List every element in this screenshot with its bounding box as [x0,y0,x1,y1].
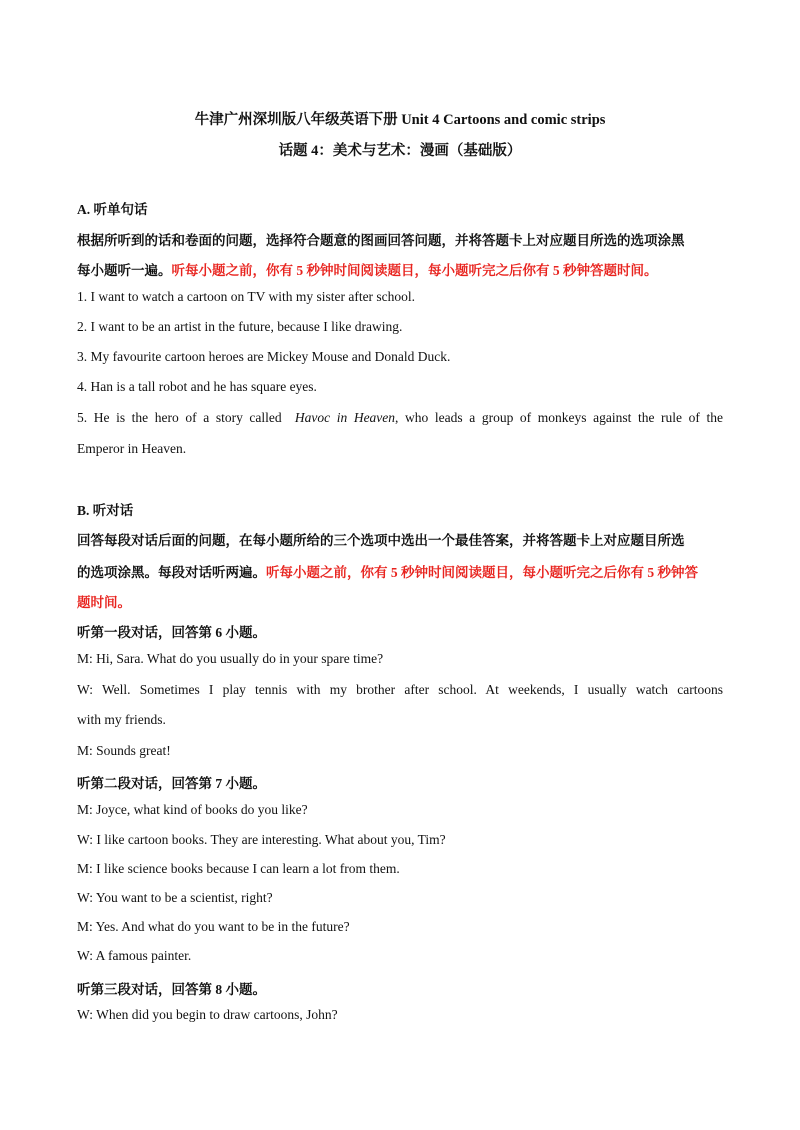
section-a-instruction: 根据所听到的话和卷面的问题，选择符合题意的图画回答问题，并将答题卡上对应题目所选的选项涂黑 [77,233,685,248]
section-a-instruction-line2 [77,259,658,279]
list-item: 4. Han is a tall robot and he has square eyes. [77,379,317,394]
dialog-line: M: Joyce, what kind of books do you like? [77,802,308,817]
dialog-line: W: You want to be a scientist, right? [77,890,273,905]
dialog-line: W: A famous painter. [77,948,192,963]
section-a-heading: A. 听单句话 [77,202,148,217]
dialog3-heading: 听第三段对话，回答第 8 小题。 [77,982,266,997]
dialog-line-text: W: Well. Sometimes I play tennis with my brother after school. At weekends, I usually watch cartoons [77,682,723,697]
instruction-red-text: 听每小题之前，你有 5 秒钟时间阅读题目，每小题听完之后你有 5 秒钟答 [266,565,698,580]
list-item-5-continued: Emperor in Heaven. [77,441,187,456]
dialog-line: M: Hi, Sara. What do you usually do in your spare time? [77,651,384,666]
dialog-line: M: Yes. And what do you want to be in the future? [77,919,350,934]
section-b-instruction-line3: 题时间。 [77,595,131,610]
dialog2-heading: 听第二段对话，回答第 7 小题。 [77,776,266,791]
instruction-black-text: 的选项涂黑。每段对话听两遍。 [77,565,266,580]
item5-text-post: , who leads a group of monkeys against the rule of the [395,410,723,425]
dialog-line: M: Sounds great! [77,743,171,758]
dialog-line: W: When did you begin to draw cartoons, John? [77,1007,338,1022]
list-item: 3. My favourite cartoon heroes are Mickey Mouse and Donald Duck. [77,349,451,364]
list-item: 2. I want to be an artist in the future, because I like drawing. [77,319,403,334]
document-title: 牛津广州深圳版八年级英语下册 Unit 4 Cartoons and comic strips [194,112,606,128]
document-subtitle: 话题 4：美术与艺术：漫画（基础版） [278,143,522,159]
item5-text-pre: 5. He is the hero of a story called [77,410,282,425]
story-title: Havoc in Heaven [294,410,396,425]
section-b-heading: B. 听对话 [77,503,134,518]
dialog-line: with my friends. [77,712,166,727]
dialog-line [77,682,723,698]
section-b-instruction: 回答每段对话后面的问题，在每小题所给的三个选项中选出一个最佳答案，并将答题卡上对应题目所选 [77,533,685,548]
instruction-black-text: 每小题听一遍。 [77,263,172,278]
instruction-red-text: 听每小题之前，你有 5 秒钟时间阅读题目，每小题听完之后你有 5 秒钟答题时间。 [171,263,658,278]
dialog1-heading: 听第一段对话，回答第 6 小题。 [77,625,266,640]
list-item: 1. I want to watch a cartoon on TV with my sister after school. [77,289,416,304]
dialog-line: W: I like cartoon books. They are interesting. What about you, Tim? [77,832,446,847]
list-item-5 [77,410,723,426]
dialog-line: M: I like science books because I can learn a lot from them. [77,861,400,876]
section-b-instruction-line2 [77,561,698,581]
